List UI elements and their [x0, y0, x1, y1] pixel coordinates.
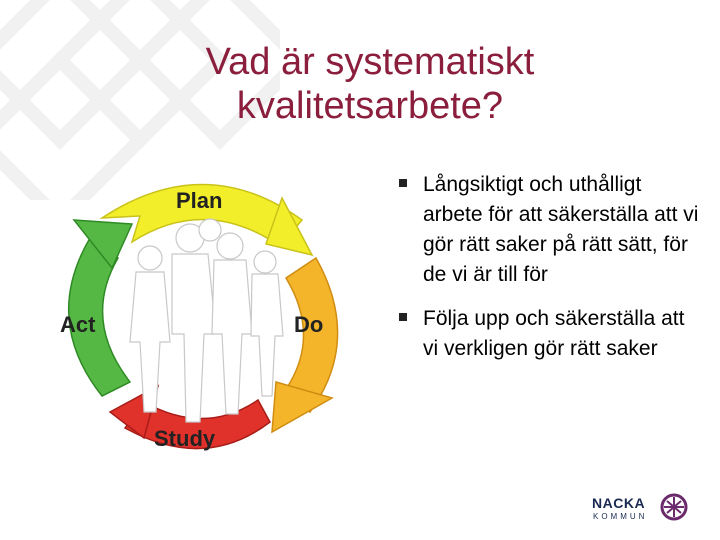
cycle-label-study: Study — [154, 426, 216, 451]
people-illustration — [130, 219, 283, 422]
bullet-text: Långsiktigt och uthålligt arbete för att säkerställa att vi gör rätt saker på rätt sätt, för de vi är till för — [423, 173, 699, 286]
title-line-2: kvalitetsarbete? — [236, 85, 504, 127]
bullet-square-icon — [399, 179, 407, 187]
bullet-item — [395, 170, 705, 290]
seal-icon — [660, 493, 688, 521]
bullet-list — [395, 170, 705, 378]
nacka-kommun-logo — [592, 493, 692, 527]
cycle-label-act: Act — [60, 312, 96, 337]
bullet-item — [395, 304, 705, 364]
slide-title — [140, 40, 600, 128]
pdsa-cycle-diagram — [40, 160, 370, 470]
cycle-label-plan: Plan — [176, 188, 223, 213]
cycle-label-do: Do — [294, 312, 324, 337]
title-line-1: Vad är systematiskt — [205, 41, 535, 83]
bullet-square-icon — [399, 313, 407, 321]
logo-name: NACKA — [592, 495, 646, 511]
logo-subtitle: KOMMUN — [593, 512, 648, 521]
bullet-text: Följa upp och säkerställa att vi verkligen gör rätt saker — [423, 307, 685, 360]
